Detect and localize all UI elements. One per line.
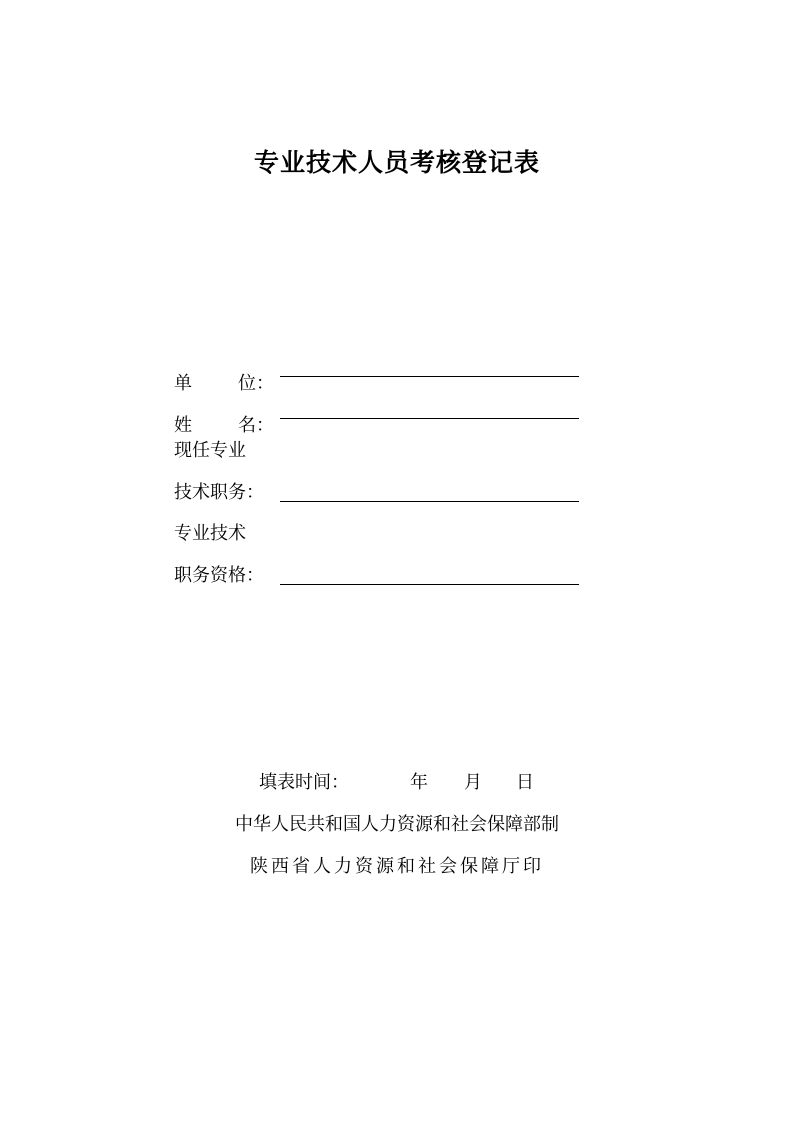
current-title-label-line2: 技术职务： (174, 482, 264, 503)
unit-label-char1: 单 (174, 373, 192, 394)
fill-date-day: 日 (516, 772, 534, 793)
name-label-char2: 名 (238, 415, 256, 436)
qualification-input-line[interactable] (280, 584, 579, 585)
unit-label-colon: ： (256, 373, 274, 394)
fill-date-label: 填表时间： (259, 772, 349, 793)
form-title: 专业技术人员考核登记表 (253, 148, 540, 177)
qualification-label-line1: 专业技术 (174, 523, 246, 544)
current-title-input-line[interactable] (280, 501, 579, 502)
current-title-label-line1: 现任专业 (174, 440, 246, 461)
name-label-char1: 姓 (174, 415, 192, 436)
name-label-colon: ： (256, 415, 274, 436)
issuer-line: 中华人民共和国人力资源和社会保障部制 (235, 814, 559, 835)
name-label (174, 399, 274, 436)
fill-date-month: 月 (464, 772, 482, 793)
unit-input-line[interactable] (280, 376, 579, 377)
name-input-line[interactable] (280, 418, 579, 419)
qualification-label-line2: 职务资格： (174, 565, 264, 586)
fill-date-year: 年 (410, 772, 428, 793)
unit-label (174, 357, 274, 394)
unit-label-char2: 位 (238, 373, 256, 394)
printer-line: 陕西省人力资源和社会保障厅印 (250, 856, 544, 877)
